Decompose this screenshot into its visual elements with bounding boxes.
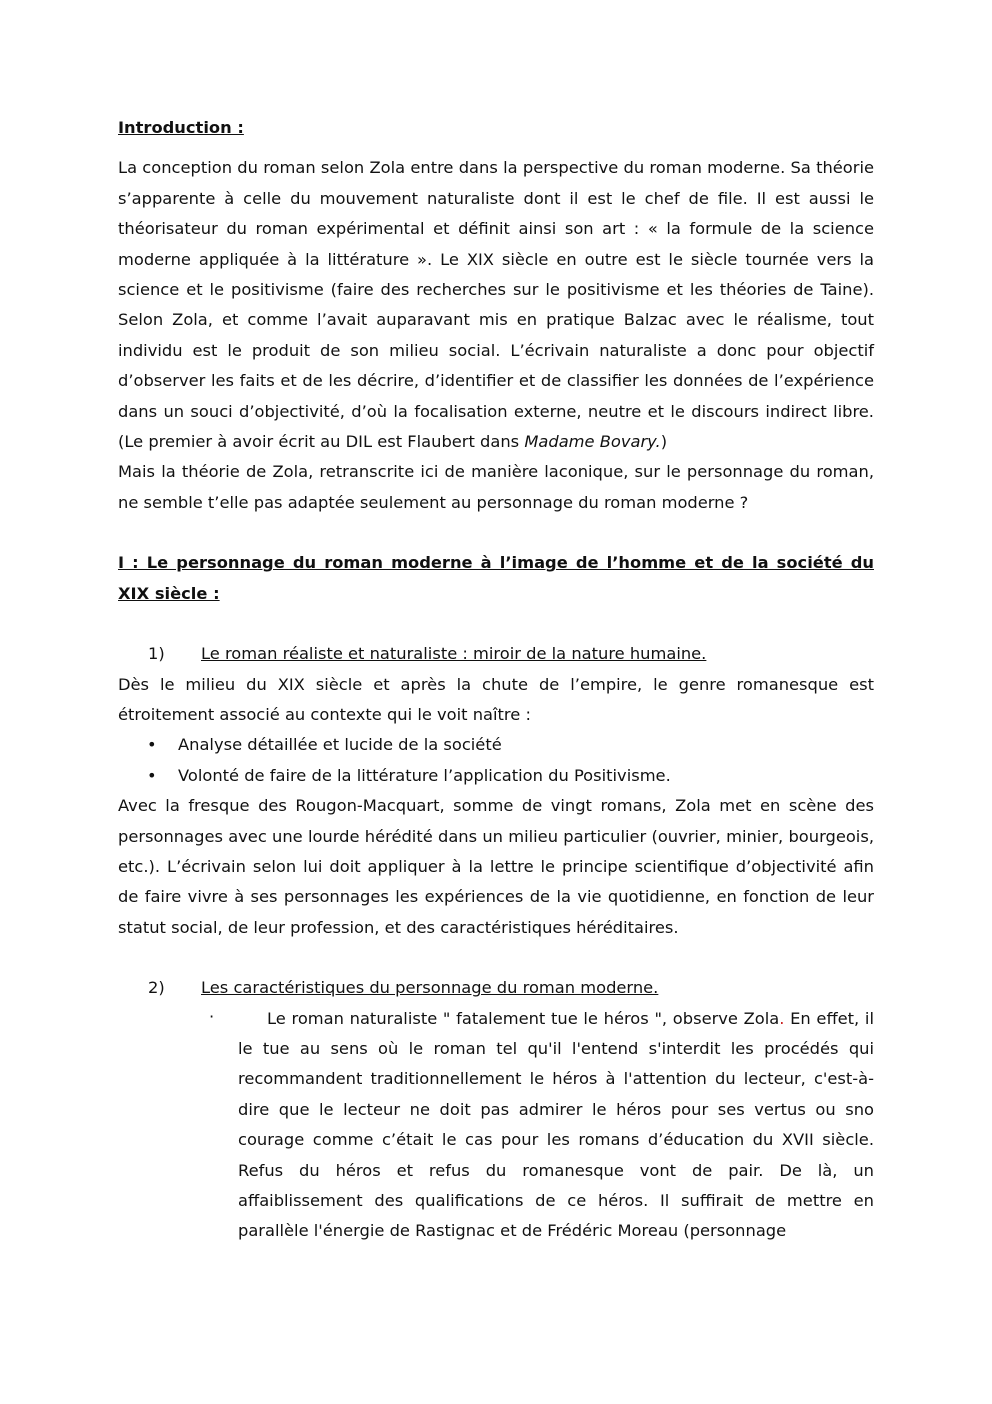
subsection-2-number: 2)	[148, 978, 165, 998]
book-title-madame-bovary: Madame Bovary.	[524, 432, 661, 452]
intro-paragraph-1-text: La conception du roman selon Zola entre dans la perspective du roman moderne. Sa théorie s’apparente à celle du mouvement naturaliste dont il est le chef de file. Il est aussi le théorisateur du roman expérimental et définit ainsi son art : « la formule de la science moderne appliquée à la littérature ». Le XIX siècle en outre est le siècle tournée vers la science et le positivisme (faire des recherches sur le positivisme et les théories de Taine). Selon Zola, et comme l’avait auparavant mis en pratique Balzac avec le réalisme, tout individu est le produit de son milieu social. L’écrivain naturaliste a donc pour objectif d’observer les faits et de les décrire, d’identifier et de classifier les données de l’expérience dans un souci d’objectivité, d’où la focalisation externe, neutre et le discours indirect libre. (Le premier à avoir écrit au DIL est Flaubert dans	[118, 158, 874, 452]
intro-paragraph-2: Mais la théorie de Zola, retranscrite ici de manière laconique, sur le personnage du roman, ne semble t’elle pas adaptée seulement au personnage du roman moderne ?	[118, 462, 874, 512]
intro-paragraph-1-close: )	[660, 432, 668, 452]
subsection-2-title: Les caractéristiques du personnage du roman moderne.	[201, 978, 659, 998]
subsection-1-title: Le roman réaliste et naturaliste : miroir de la nature humaine.	[201, 644, 707, 664]
bullet-icon: •	[147, 735, 157, 755]
section-1-heading: I : Le personnage du roman moderne à l’image de l’homme et de la société du XIX siècle :	[118, 553, 874, 603]
subsection-2-paragraph-text-b: En effet, il le tue au sens où le roman tel qu'il l'entend s'interdit les procédés qui recommandent traditionnellement le héros à l'attention du lecteur, c'est-à-dire que le lecteur ne doit pas admirer le héros pour ses vertus ou sno courage comme c’était le cas pour les romans d’éducation du XVII siècle. Refus du héros et refus du romanesque vont de pair. De là, un affaiblissement des qualifications de ce héros. Il suffirait de mettre en parallèle l'énergie de Rastignac et de Frédéric Moreau (personnage	[238, 1008, 874, 1241]
list-item	[118, 730, 874, 760]
subsection-2-paragraph-text-a: Le roman naturaliste " fatalement tue le héros ", observe Zola	[267, 1008, 780, 1028]
list-item-text: Volonté de faire de la littérature l’application du Positivisme.	[178, 765, 671, 785]
subsection-1-paragraph-1: Dès le milieu du XIX siècle et après la chute de l’empire, le genre romanesque est étroitement associé au contexte qui le voit naître :	[118, 674, 874, 724]
middle-dot-bullet-icon: ·	[209, 1006, 215, 1026]
subsection-1-heading	[118, 639, 874, 669]
red-period-mark: .	[779, 1008, 785, 1028]
bullet-icon: •	[147, 765, 157, 785]
subsection-2-heading	[118, 973, 874, 1003]
list-item-text: Analyse détaillée et lucide de la société	[178, 735, 502, 755]
intro-paragraph-1	[118, 153, 874, 457]
subsection-1-bullet-list	[118, 730, 874, 791]
subsection-2-paragraph	[209, 1004, 874, 1247]
document-page	[118, 113, 874, 1247]
list-item	[118, 761, 874, 791]
subsection-1-paragraph-2: Avec la fresque des Rougon-Macquart, somme de vingt romans, Zola met en scène des personnages avec une lourde hérédité dans un milieu particulier (ouvrier, minier, bourgeois, etc.). L’écrivain selon lui doit appliquer à la lettre le principe scientifique d’objectivité afin de faire vivre à ses personnages les expériences de la vie quotidienne, en fonction de leur statut social, de leur profession, et des caractéristiques héréditaires.	[118, 796, 874, 937]
subsection-1-number: 1)	[148, 644, 165, 664]
intro-heading: Introduction :	[118, 118, 244, 137]
